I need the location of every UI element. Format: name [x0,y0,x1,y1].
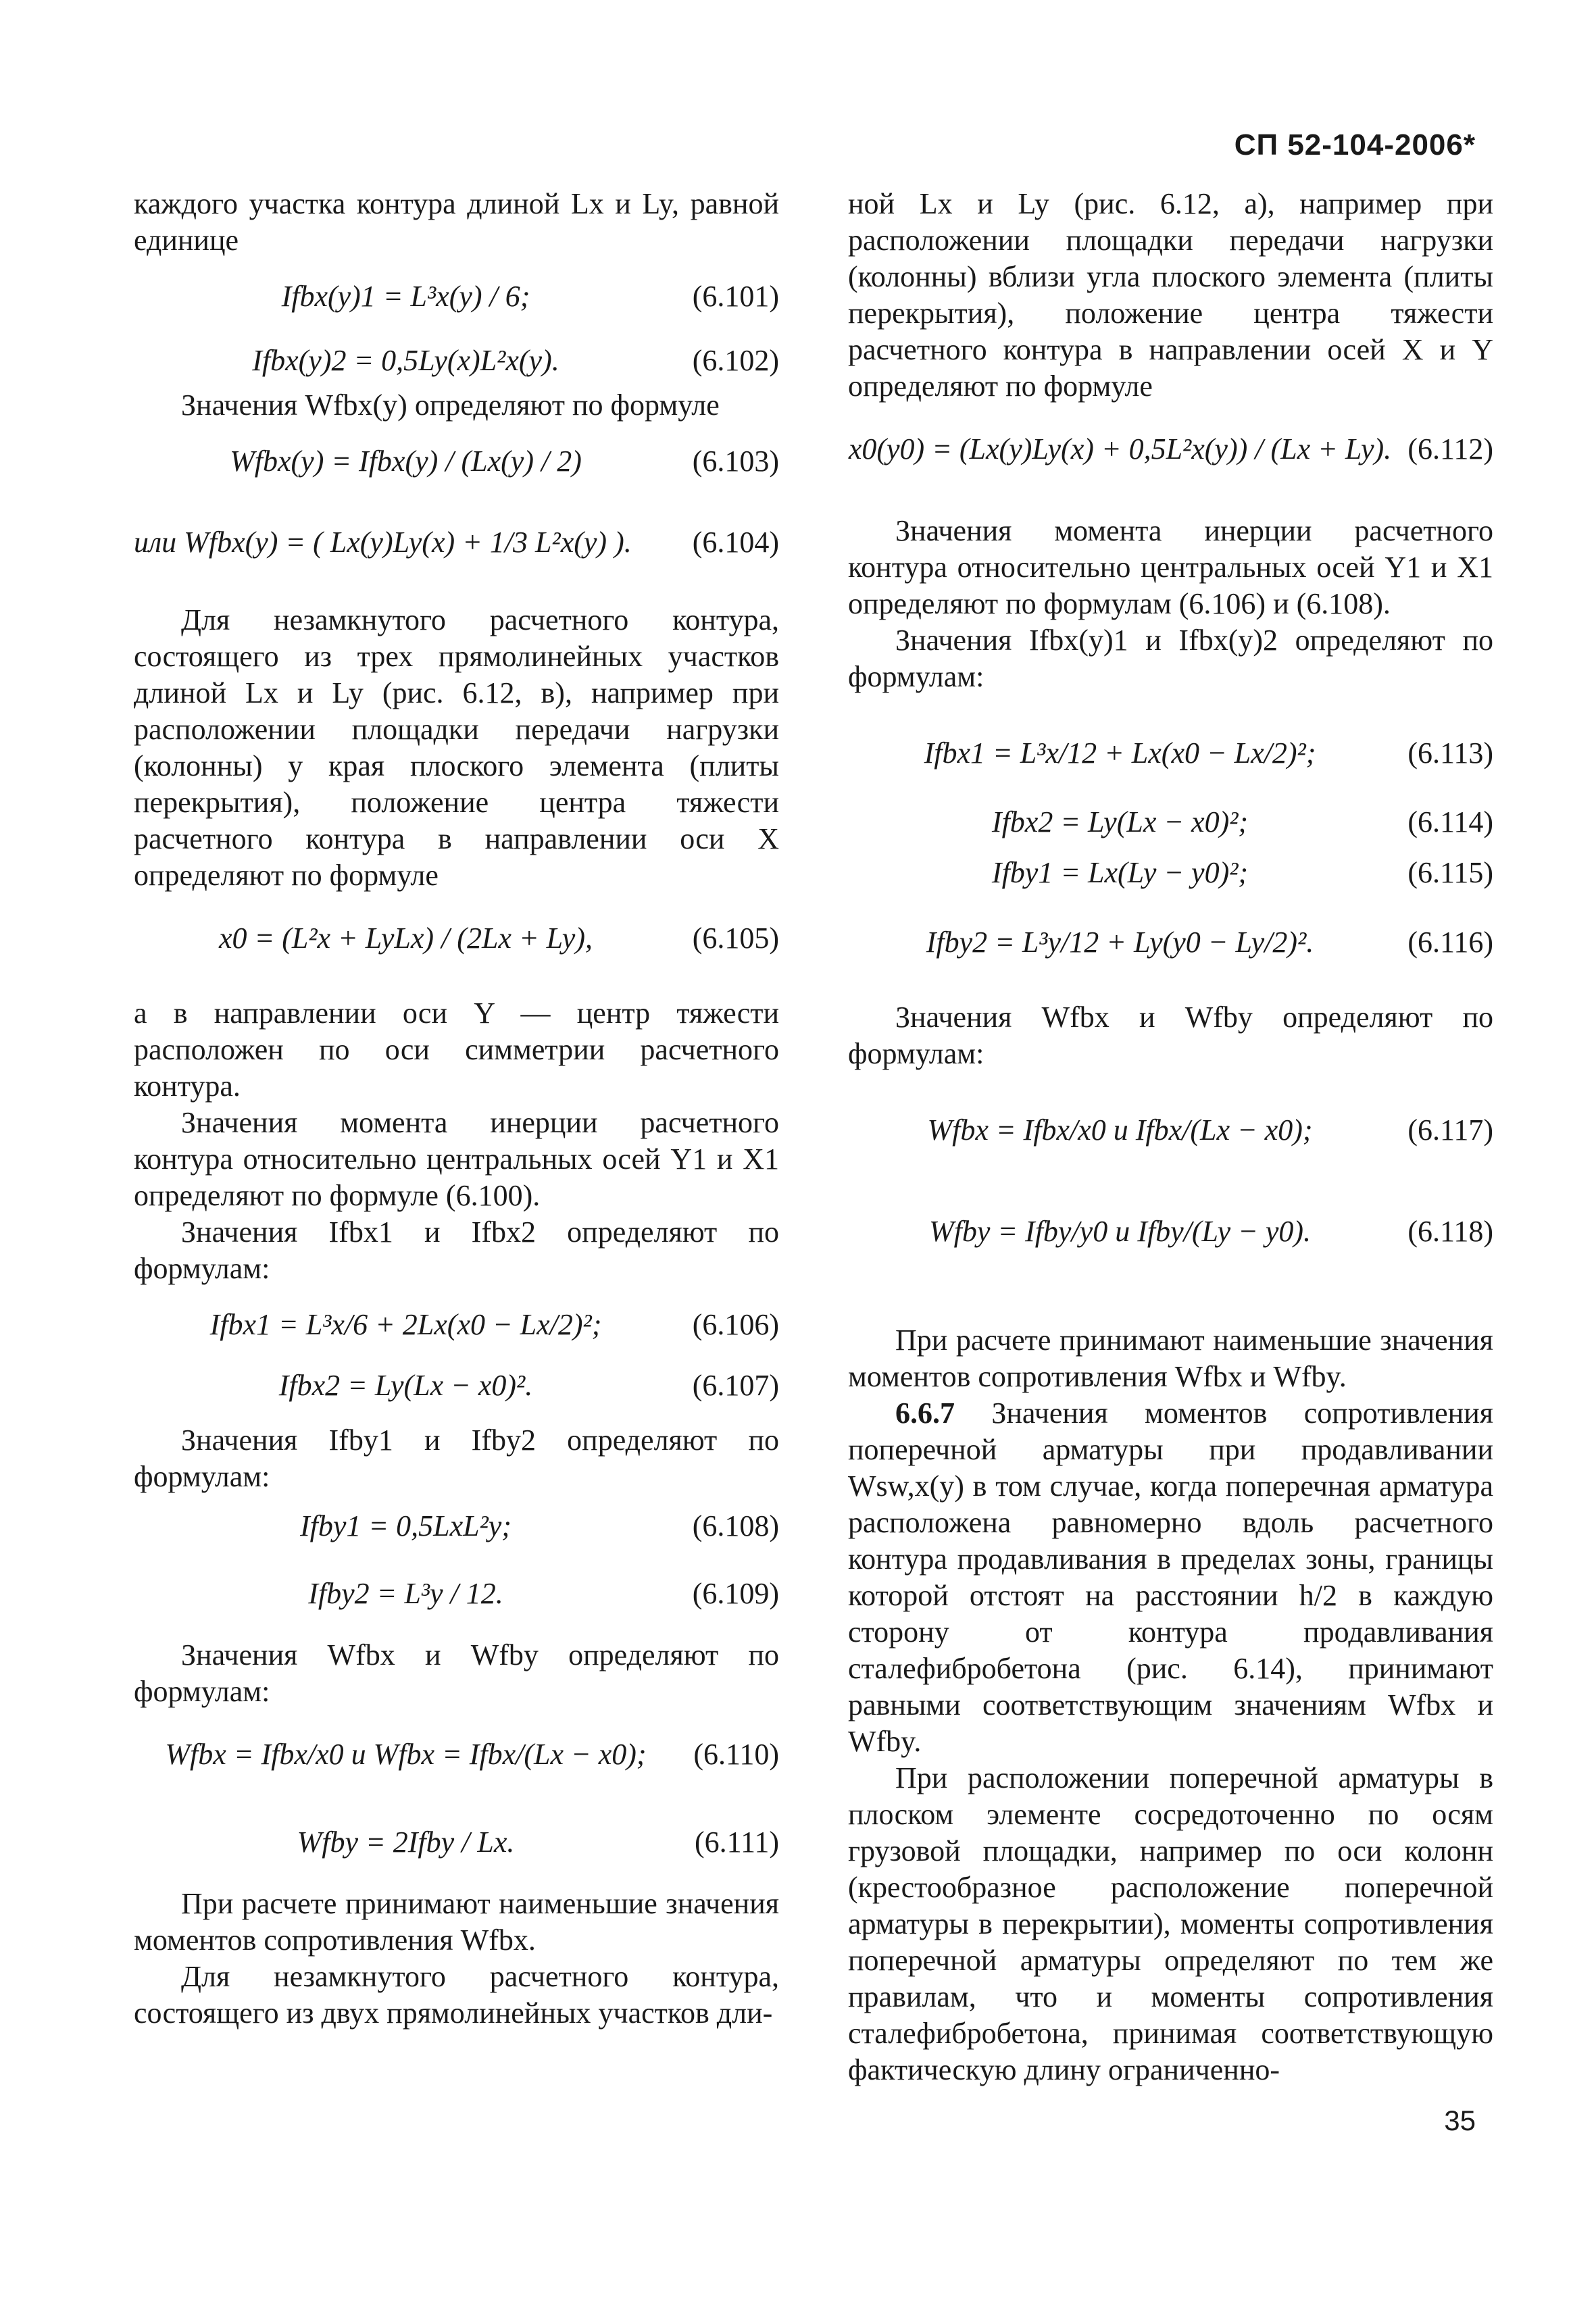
equation-number: (6.113) [1407,736,1493,770]
equation-number: (6.114) [1407,805,1493,838]
equation-number: (6.118) [1407,1214,1493,1248]
equation-6-112 [848,405,1493,493]
equation-number: (6.112) [1407,432,1493,466]
equation-6-108 [134,1495,779,1556]
equation-number: (6.117) [1407,1113,1493,1147]
paragraph: ной Lx и Ly (рис. 6.12, а), например при расположении площадки передачи нагрузки (колонны) вблизи угла плоского элемента (плиты перекрытия), положение центра тяжести расчетного контура в направлении осей X и Y определяют по формуле [848,187,1493,403]
section-number: 6.6.7 [895,1397,955,1430]
equation-body: x0(y0) = (Lx(y)Ly(x) + 0,5L²x(y)) / (Lx + Ly). [848,432,1392,466]
equation-number: (6.107) [692,1368,779,1402]
equation-body: Ifby2 = L³y/12 + Ly(y0 − Ly/2)². [926,925,1314,959]
equation-body: Wfby = 2Ifby / Lx. [297,1825,515,1859]
equation-body: Ifbx(y)2 = 0,5Ly(x)L²x(y). [252,343,559,377]
paragraph: Значения Wfbx(y) определяют по формуле [181,388,720,422]
equation-6-104 [134,498,779,586]
page-number: 35 [1444,2105,1476,2136]
equation-body: Ifby1 = Lx(Ly − y0)²; [991,856,1249,889]
equation-number: (6.116) [1407,925,1493,959]
paragraph: Значения момента инерции расчетного контура относительно центральных осей Y1 и X1 определяют по формуле (6.100). [134,1106,779,1212]
equation-6-107 [134,1361,779,1409]
paragraph: При расчете принимают наименьшие значения моментов сопротивления Wfbx. [134,1887,779,1957]
equation-6-113 [848,709,1493,797]
paragraph: Для незамкнутого расчетного контура, состоящего из двух прямолинейных участков дли- [134,1960,779,2030]
document-code: СП 52-104-2006* [1234,128,1476,161]
equation-6-111 [134,1798,779,1886]
equation-number: (6.111) [694,1825,779,1859]
equation-6-117 [848,1079,1493,1180]
equation-body: Ifbx1 = L³x/12 + Lx(x0 − Lx/2)²; [924,736,1316,770]
paragraph: При расчете принимают наименьшие значения моментов сопротивления Wfbx и Wfby. [848,1324,1493,1393]
equation-body: Wfbx = Ifbx/x0 и Wfbx = Ifbx/(Lx − x0); [165,1737,647,1771]
equation-number: (6.104) [692,525,779,559]
equation-body: Ifby1 = 0,5LxL²y; [300,1509,512,1542]
right-column [848,186,1493,2088]
paragraph: Значения Ifbx(y)1 и Ifbx(y)2 определяют по формулам: [848,624,1493,693]
paragraph: Значения Wfbx и Wfby определяют по формулам: [848,1001,1493,1070]
equation-number: (6.101) [692,279,779,313]
equation-number: (6.108) [692,1509,779,1542]
equation-6-101 [134,259,779,333]
paragraph: Значения Wfbx и Wfby определяют по формулам: [134,1638,779,1708]
equation-6-102 [134,333,779,387]
equation-number: (6.109) [692,1576,779,1610]
equation-6-115 [848,847,1493,898]
equation-number: (6.106) [692,1307,779,1341]
equation-body: Wfby = Ifby/y0 и Ifby/(Ly − y0). [928,1214,1312,1248]
paragraph [848,1395,1493,1760]
equation-body: Ifbx1 = L³x/6 + 2Lx(x0 − Lx/2)²; [209,1307,602,1341]
left-column [134,186,779,2032]
paragraph: Значения момента инерции расчетного контура относительно центральных осей Y1 и X1 определяют по формулам (6.106) и (6.108). [848,514,1493,620]
equation-body: Wfbx = Ifbx/x0 и Ifbx/(Lx − x0); [927,1113,1313,1147]
equation-number: (6.103) [692,444,779,478]
equation-body: Wfbx(y) = Ifbx(y) / (Lx(y) / 2) [230,444,582,478]
equation-6-103 [134,424,779,498]
equation-number: (6.110) [693,1737,779,1771]
equation-body: x0 = (L²x + LyLx) / (2Lx + Ly), [218,921,593,955]
equation-number: (6.102) [692,343,779,377]
paragraph: При расположении поперечной арматуры в плоском элементе сосредоточенно по осям грузовой площадки, например по оси колонн (крестообразное расположение поперечной арматуры в перекрытии), моменты сопротивления поперечной арматуры определяют по тем же правилам, что и моменты сопротивления сталефибробетона, принимая соответствующую фактическую длину ограниченно- [848,1761,1493,2086]
equation-body: Ifby2 = L³y / 12. [308,1576,503,1610]
paragraph: каждого участка контура длиной Lx и Ly, равной единице [134,187,779,257]
paragraph: Значения Ifbx1 и Ifbx2 определяют по формулам: [134,1215,779,1285]
paragraph: Для незамкнутого расчетного контура, состоящего из трех прямолинейных участков длиной Lx и Ly (рис. 6.12, в), например при расположении площадки передачи нагрузки (колонны) у края плоского элемента (плиты перекрытия), положение центра тяжести расчетного контура в направлении оси X определяют по формуле [134,603,779,892]
equation-6-109 [134,1556,779,1630]
equation-6-106 [134,1287,779,1361]
equation-body: Ifbx(y)1 = L³x(y) / 6; [281,279,530,313]
paragraph: а в направлении оси Y — центр тяжести расположен по оси симметрии расчетного контура. [134,997,779,1103]
equation-6-105 [134,894,779,982]
equation-6-114 [848,797,1493,847]
equation-body: Ifbx2 = Ly(Lx − x0)²; [991,805,1249,838]
equation-6-118 [848,1180,1493,1282]
section-text: Значения моментов сопротивления поперечной арматуры при продавливании Wsw,x(y) в том случае, когда поперечная арматура расположена равномерно вдоль расчетного контура продавливания в пределах зоны, границы которой отстоят на расстоянии h/2 в каждую сторону от контура продавливания сталефибробетона (рис. 6.14), принимают равными соответствующим значениям Wfbx и Wfby. [848,1397,1494,1758]
equation-6-110 [134,1710,779,1798]
equation-number: (6.115) [1407,856,1493,889]
equation-body: или Wfbx(y) = ( Lx(y)Ly(x) + 1/3 L²x(y) ). [134,525,632,559]
equation-number: (6.105) [692,921,779,955]
equation-body: Ifbx2 = Ly(Lx − x0)². [278,1368,533,1402]
paragraph: Значения Ifby1 и Ifby2 определяют по формулам: [134,1424,779,1493]
equation-6-116 [848,898,1493,986]
